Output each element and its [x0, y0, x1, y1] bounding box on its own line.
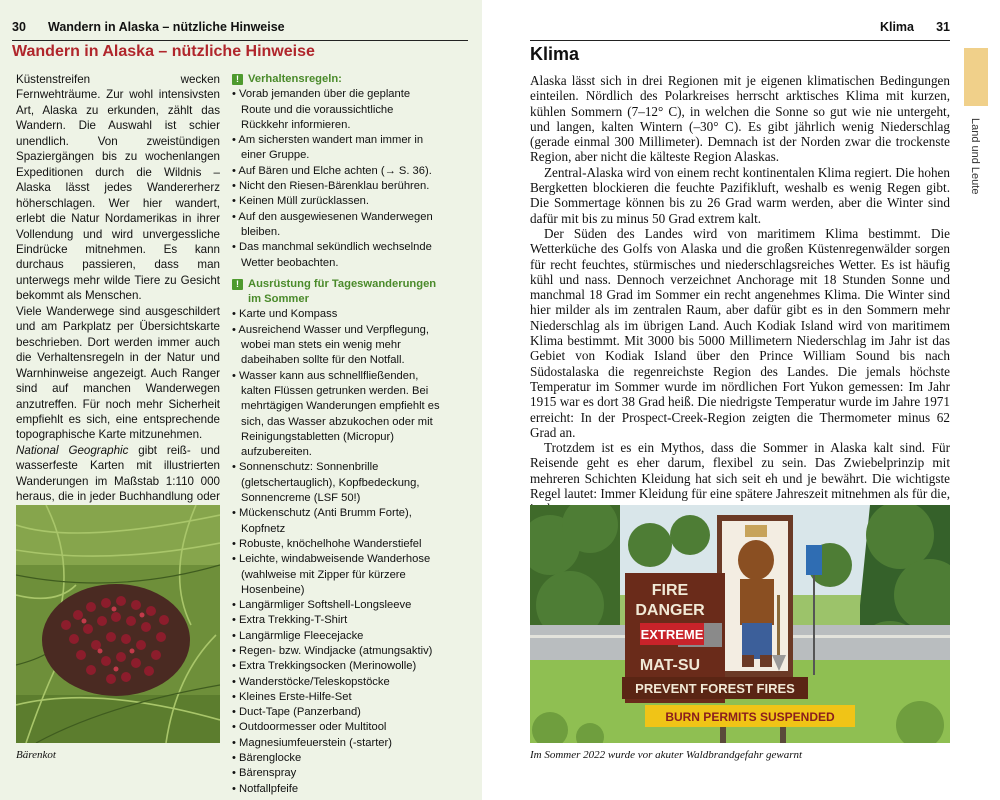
page-number-right: 31 — [936, 20, 950, 34]
list-item: • Wanderstöcke/Teleskopstöcke — [232, 675, 390, 688]
running-head-right — [530, 20, 950, 41]
list-item: • Duct-Tape (Panzerband) — [232, 706, 361, 719]
intro-paragraph-2: Viele Wanderwege sind ausgeschildert und am Parkplatz per Übersichtskarte beschrieben. Dort werden immer auch die Verhaltensregeln in der Natur und Warnhinweise angezeigt. Auch Ranger sind auf manchen Wanderwegen anzutreffen. Für noch mehr Sicherheit empfiehlt es sich, eine entsprechende topographische Karte mitzunehmen. — [16, 304, 220, 442]
list-item: • Karte und Kompass — [232, 308, 338, 321]
list-item: • Auf Bären und Elche achten (→ S. 36). — [232, 164, 432, 177]
list-item: • Regen- bzw. Windjacke (atmungsaktiv) — [232, 644, 433, 657]
list-item: • Langärmliger Softshell-Longsleeve — [232, 599, 412, 612]
box-equipment-title: Ausrüstung für Tageswanderungen im Sommer — [248, 277, 437, 306]
chapter-tab — [964, 48, 988, 106]
sign-extreme-text: EXTREME — [640, 627, 704, 642]
list-item: • Mückenschutz (Anti Brumm Forte), Kopfnetz — [232, 507, 412, 535]
right-photo-caption: Im Sommer 2022 wurde vor akuter Waldbrandgefahr gewarnt — [530, 749, 803, 761]
list-item: • Outdoormesser oder Multitool — [232, 721, 387, 734]
box-equipment-list — [232, 307, 442, 797]
climate-paragraph-3: Der Süden des Landes wird von maritimem Klima bestimmt. Die Wetterküche des Golfs von Alaska und die großen Küstenregenwälder sorgen für recht feuchtes, stürmisches und niederschlagsreiches Wetter. Es ist häufig kühl und nass. Dennoch verzeichnet Anchorage mit 18 Stunden Sonne und manchmal 18 Grad im Sommer ein recht angenehmes Klima. Die Winter sind hier milder als im zentralen Raum, aber dafür gibt es in den Sommern mehr Niederschlag als im übrigen Land. Auch Kodiak Island wird von maritimem Klima bestimmt. Mit 3000 bis 5000 Millimetern Niederschlag im Jahr ist das Gebiet von Kodiak Island über den Prince William Sound bis nach Südostalaska die regenreichste Region des Landes. Die jemals höchste Temperatur im Sommer wurde im nördlichen Fort Yukon gemessen: Im Jahr 1915 war es dort 38 Grad heiß. Die niedrigste Temperatur wurde im Jahre 1971 erreicht: In der Prospect-Creek-Region zeigten die Thermometer minus 62 Grad an. — [530, 225, 950, 440]
sign-prevent-text: PREVENT FOREST FIRES — [635, 681, 795, 696]
exclamation-icon: ! — [232, 74, 243, 85]
national-geographic-name: National Geographic — [16, 443, 129, 457]
list-item: • Notfallpfeife — [232, 782, 299, 795]
list-item: • Extra Trekking-T-Shirt — [232, 614, 348, 627]
climate-paragraph-4: Trotzdem ist es ein Mythos, dass die Sommer in Alaska kalt sind. Für Reisende geht es eher darum, flexibel zu sein. Das Zwiebelprinzip mit mehreren Schichten Kleidung hat sich seit eh und je bewährt. Die wichtigste Regel lautet: Immer Kleidung für eine spätere Jahreszeit mitnehmen als für die, — [530, 440, 950, 502]
list-item: • Leichte, windabweisende Wanderhose (wahlweise mit Zipper für kürzere Hosenbeine) — [232, 553, 431, 596]
list-item: • Extra Trekkingsocken (Merinowolle) — [232, 660, 417, 673]
left-photo-caption: Bärenkot — [16, 749, 56, 761]
box-equipment-heading — [232, 277, 442, 308]
list-item: • Sonnenschutz: Sonnenbrille (gletschertauglich), Kopfbedeckung, Sonnencreme (LSF 50!) — [232, 461, 420, 505]
left-page-title: Wandern in Alaska – nützliche Hinweise — [12, 43, 315, 60]
chapter-tab-label: Land und Leute — [969, 118, 981, 195]
running-head-left — [12, 20, 468, 41]
list-item: • Vorab jemanden über die geplante Route und die voraussichtliche Rückkehr informieren. — [232, 88, 411, 131]
list-item: • Das manchmal sekündlich wechselnde Wetter beobachten. — [232, 241, 432, 269]
intro-paragraph-1: Küstenstreifen wecken Fernwehträume. Zur wohl intensivsten Art, Alaska zu erkunden, zählt das Wandern. Die Auswahl ist schier unendlich. Von zweistündigen Spaziergängen bis zu wochenlangen Expeditionen durch die Wildnis – Alaska lässt jedes Wandererherz höherschlagen. Wer hier wandert, erlebt die Natur Nordamerikas in ihrer Vollendung und wird unvergessliche Eindrücke mitnehmen. Es kann durchaus passieren, dass man unterwegs mehr wilde Tiere zu Gesicht bekommt als Menschen. — [16, 73, 220, 303]
fire-danger-sign-photo — [530, 505, 950, 743]
info-box-column — [232, 72, 442, 797]
list-item: • Kleines Erste-Hilfe-Set — [232, 690, 352, 703]
climate-paragraph-2: Zentral-Alaska wird von einem recht kontinentalen Klima regiert. Die hohen Bergketten blockieren die feuchte Pazifikluft, weshalb es wenig Regen gibt. Die Sommertage können bis zu 26 Grad warm werden, aber die Winter sind dafür mit bis zu minus 50 Grad extrem kalt. — [530, 164, 950, 226]
sign-burn-text: BURN PERMITS SUSPENDED — [665, 710, 835, 724]
exclamation-icon: ! — [232, 279, 243, 290]
list-item: • Keinen Müll zurücklassen. — [232, 195, 369, 208]
sign-fire-text: FIRE — [651, 582, 689, 599]
running-head-left-title: Wandern in Alaska – nützliche Hinweise — [48, 20, 285, 34]
list-item: • Nicht den Riesen-Bärenklau berühren. — [232, 180, 430, 193]
list-item: • Wasser kann aus schnellfließenden, kalten Flüssen getrunken werden. Bei mehrtägigen Wanderungen empfiehlt es sich, das Wasser abzukochen oder mit Reinigungstabletten (Micropur) aufzubereiten. — [232, 369, 440, 459]
right-page-title: Klima — [530, 44, 580, 64]
sign-region-text: MAT-SU — [639, 657, 701, 674]
list-item: • Bärenglocke — [232, 752, 302, 765]
box-rules-heading — [232, 72, 442, 87]
list-item: • Langärmlige Fleecejacke — [232, 629, 364, 642]
intro-paragraph-3-rest: gibt reiß- und wasserfeste Karten mit illustrierten Wanderungen im Maßstab 1:110 000 heraus, die in jeder Buchhandlung oder — [16, 443, 220, 504]
climate-text — [530, 73, 950, 517]
list-item: • Robuste, knöchelhohe Wanderstiefel — [232, 537, 422, 550]
running-head-right-title: Klima — [879, 20, 914, 34]
sign-danger-text: DANGER — [635, 602, 705, 619]
list-item: • Magnesiumfeuerstein (-starter) — [232, 736, 392, 749]
box-rules-title: Verhaltensregeln: — [248, 73, 342, 85]
list-item: • Auf den ausgewiesenen Wanderwegen bleiben. — [232, 210, 433, 238]
page-number-left: 30 — [12, 20, 26, 34]
bear-scat-photo — [16, 505, 220, 743]
left-main-text — [16, 72, 220, 567]
box-rules-list — [232, 87, 442, 271]
list-item: • Bärenspray — [232, 767, 297, 780]
climate-paragraph-1: Alaska lässt sich in drei Regionen mit je eigenen klimatischen Bedingungen einteilen. Nördlich des Polarkreises herrscht arktisches Klima mit kurzen, kühlen Sommern (7–12° C), in welchen die Sonne so gut wie nie untergeht, und langen, kalten Wintern (–30° C). Es gibt jährlich wenig Niederschlag (gerade einmal 300 Millimeter). Demnach ist der Norden zwar die trockenste Region, aber nicht die kälteste Region Alaskas. — [530, 73, 950, 165]
list-item: • Ausreichend Wasser und Verpflegung, wobei man stets ein wenig mehr dabeihaben sollte für den Notfall. — [232, 323, 429, 367]
list-item: • Am sichersten wandert man immer in einer Gruppe. — [232, 134, 424, 162]
